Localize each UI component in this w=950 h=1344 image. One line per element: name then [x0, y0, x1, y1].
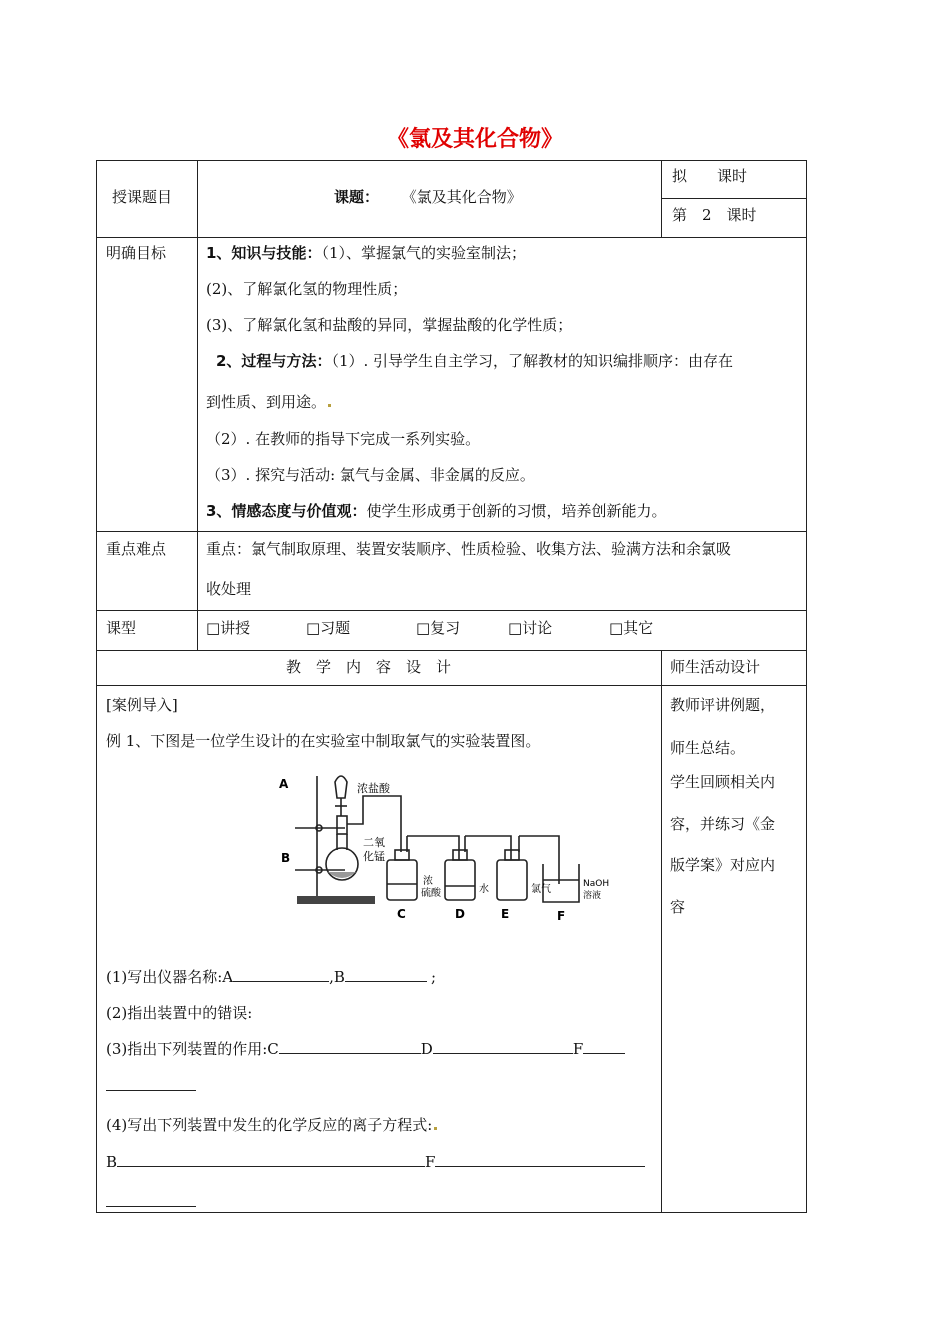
question-1-a: (1)写出仪器名称:A — [106, 968, 234, 986]
label-naoh-2: 溶液 — [583, 891, 602, 901]
row-divider — [96, 650, 806, 651]
apparatus-diagram — [275, 768, 631, 928]
blank-eq-f[interactable] — [435, 1152, 645, 1167]
activity-1: 教师评讲例题， — [670, 696, 776, 714]
question-3-f: F — [572, 1040, 584, 1058]
mark-dot — [328, 404, 331, 407]
goal-knowledge-1: （1）、掌握氯气的实验室制法； — [321, 244, 526, 262]
row-label-keypoints: 重点难点 — [106, 540, 167, 558]
blank-f[interactable] — [583, 1039, 625, 1054]
activity-5: 版学案》对应内 — [670, 856, 776, 874]
question-1 — [106, 966, 436, 987]
question-2: (2)指出装置中的错误: — [106, 1004, 253, 1022]
label-c: C — [397, 907, 406, 921]
goal-knowledge-2 — [206, 278, 407, 299]
label-water: 水 — [479, 884, 489, 895]
goal-knowledge-heading: 1、知识与技能： — [206, 244, 322, 262]
question-3-d: D — [420, 1040, 433, 1058]
col-divider — [197, 160, 198, 650]
topic-line — [334, 186, 522, 207]
label-e: E — [501, 907, 510, 921]
goal-process-1b-text: 到性质、到用途。 — [206, 393, 327, 411]
question-4-continuation — [106, 1192, 196, 1211]
goal-emotion — [206, 500, 666, 521]
lesson-type-exercise[interactable]: □习题 — [306, 619, 351, 637]
label-h2so4-1: 浓 — [423, 876, 433, 887]
activity-4: 容，并练习《金 — [670, 815, 776, 833]
question-1-end: ; — [430, 968, 436, 986]
label-b: B — [281, 851, 291, 865]
goal-process-heading: 2、过程与方法： — [216, 352, 332, 370]
activity-header: 师生活动设计 — [670, 658, 761, 676]
label-d: D — [455, 907, 465, 921]
lesson-type-review[interactable]: □复习 — [416, 619, 461, 637]
blank-d[interactable] — [433, 1039, 573, 1054]
lesson-type-other[interactable]: □其它 — [609, 619, 654, 637]
hours-planned: 拟 课时 — [672, 167, 748, 185]
question-3-continuation — [106, 1076, 196, 1095]
blank-f-cont[interactable] — [106, 1076, 196, 1091]
topic-label: 课题： — [334, 188, 380, 206]
goal-knowledge-3: (3)、了解氯化氢和盐酸的异同，掌握盐酸的化学性质； — [206, 316, 573, 334]
row-label-topic: 授课题目 — [112, 188, 173, 206]
hours-current: 第 2 课时 — [672, 206, 757, 224]
content-header: 教 学 内 容 设 计 — [286, 658, 452, 676]
activity-2: 师生总结。 — [670, 739, 746, 757]
goal-process — [216, 350, 733, 371]
goal-process-2: （2）. 在教师的指导下完成一系列实验。 — [206, 430, 481, 448]
lesson-type-discussion[interactable]: □讨论 — [508, 619, 553, 637]
question-4-blanks — [106, 1152, 645, 1171]
blank-eq-b[interactable] — [117, 1152, 425, 1167]
label-mno2-1: 二氧 — [363, 836, 385, 849]
example-text: 例 1、下图是一位学生设计的在实验室中制取氯气的实验装置图。 — [106, 732, 541, 750]
keypoints-line-1: 重点：氯气制取原理、装置安装顺序、性质检验、收集方法、验满方法和余氯吸 — [206, 540, 732, 558]
question-4-b: B — [106, 1153, 118, 1171]
lesson-type-lecture[interactable]: □讲授 — [206, 619, 251, 637]
col-divider — [661, 650, 662, 1212]
row-label-lesson-type: 课型 — [106, 619, 137, 637]
label-acid: 浓盐酸 — [357, 782, 390, 795]
blank-c[interactable] — [279, 1039, 421, 1054]
label-a: A — [279, 777, 289, 791]
row-divider — [96, 237, 806, 238]
blank-a[interactable] — [233, 967, 329, 982]
goal-knowledge-2-text: (2)、了解氯化氢的物理性质； — [206, 280, 408, 298]
row-divider — [96, 685, 806, 686]
label-mno2-2: 化锰 — [363, 850, 385, 863]
label-naoh-1: NaOH — [583, 879, 610, 889]
goal-process-1b — [206, 391, 331, 412]
row-label-goals: 明确目标 — [106, 244, 167, 262]
label-f: F — [557, 909, 566, 923]
keypoints-line-2: 收处理 — [206, 580, 252, 598]
goal-process-3: （3）. 探究与活动: 氯气与金属、非金属的反应。 — [206, 466, 535, 484]
goal-emotion-1: 使学生形成勇于创新的习惯，培养创新能力。 — [366, 502, 667, 520]
case-intro: [案例导入] — [106, 696, 178, 714]
question-4-text: (4)写出下列装置中发生的化学反应的离子方程式: — [106, 1116, 433, 1134]
question-4 — [106, 1114, 437, 1135]
topic-value: 《氯及其化合物》 — [401, 188, 522, 206]
goal-process-1a: （1）. 引导学生自主学习，了解教材的知识编排顺序：由存在 — [331, 352, 734, 370]
page-title: 《氯及其化合物》 — [386, 127, 563, 152]
goal-emotion-heading: 3、情感态度与价值观： — [206, 502, 367, 520]
label-chlorine: 氯气 — [531, 884, 551, 895]
row-divider — [96, 610, 806, 611]
row-divider — [661, 198, 806, 199]
question-3-a: (3)指出下列装置的作用:C — [106, 1040, 279, 1058]
col-divider — [661, 160, 662, 238]
question-1-b: ,B — [329, 968, 345, 986]
mark-dot — [434, 1127, 437, 1130]
blank-b[interactable] — [345, 967, 427, 982]
label-h2so4-2: 硫酸 — [421, 888, 441, 899]
question-3 — [106, 1038, 625, 1059]
row-divider — [96, 531, 806, 532]
question-4-f: F — [425, 1153, 436, 1171]
activity-3: 学生回顾相关内 — [670, 773, 776, 791]
blank-eq-f-cont[interactable] — [106, 1192, 196, 1207]
activity-6: 容 — [670, 898, 686, 916]
goal-knowledge — [206, 242, 526, 263]
